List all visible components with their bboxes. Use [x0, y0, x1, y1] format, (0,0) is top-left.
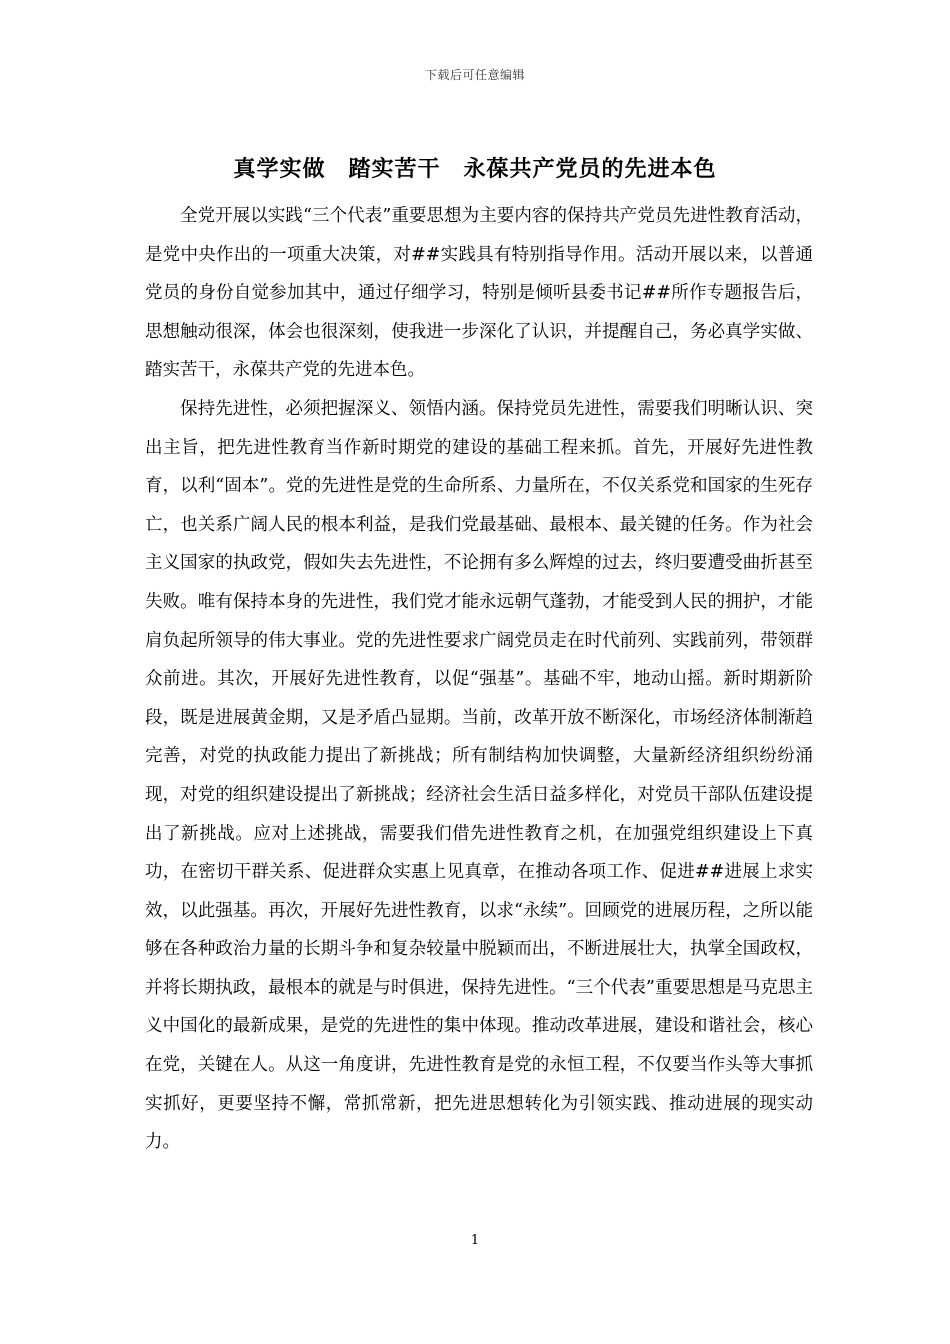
document-body: [145, 197, 813, 1162]
paragraph-1: 全党开展以实践“三个代表”重要思想为主要内容的保持共产党员先进性教育活动，是党中央作出的一项重大决策，对##实践具有特别指导作用。活动开展以来，以普通党员的身份自觉参加其中，通过仔细学习，特别是倾听县委书记##所作专题报告后，思想触动很深，体会也很深刻，使我进一步深化了认识，并提醒自己，务必真学实做、踏实苦干，永葆共产党的先进本色。: [145, 206, 813, 381]
document-title: 真学实做 踏实苦干 永葆共产党员的先进本色: [233, 156, 717, 182]
paragraph-2: 保持先进性，必须把握深义、领悟内涵。保持党员先进性，需要我们明晰认识、突出主旨，把先进性教育当作新时期党的建设的基础工程来抓。首先，开展好先进性教育，以利“固本”。党的先进性是党的生命所系、力量所在，不仅关系党和国家的生死存亡，也关系广阔人民的根本利益，是我们党最基础、最根本、最关键的任务。作为社会主义国家的执政党，假如失去先进性，不论拥有多么辉煌的过去，终归要遭受曲折甚至失败。唯有保持本身的先进性，我们党才能永远朝气蓬勃，才能受到人民的拥护，才能肩负起所领导的伟大事业。党的先进性要求广阔党员走在时代前列、实践前列，带领群众前进。其次，开展好先进性教育，以促“强基”。基础不牢，地动山摇。新时期新阶段，既是进展黄金期，又是矛盾凸显期。当前，改革开放不断深化，市场经济体制渐趋完善，对党的执政能力提出了新挑战；所有制结构加快调整，大量新经济组织纷纷涌现，对党的组织建设提出了新挑战；经济社会生活日益多样化，对党员干部队伍建设提出了新挑战。应对上述挑战，需要我们借先进性教育之机，在加强党组织建设上下真功，在密切干群关系、促进群众实惠上见真章，在推动各项工作、促进##进展上求实效，以此强基。再次，开展好先进性教育，以求“永续”。回顾党的进展历程，之所以能够在各种政治力量的长期斗争和复杂较量中脱颖而出，不断进展壮大，执掌全国政权，并将长期执政，最根本的就是与时俱进，保持先进性。“三个代表”重要思想是马克思主义中国化的最新成果，是党的先进性的集中体现。推动改革进展，建设和谐社会，核心在党，关键在人。从这一角度讲，先进性教育是党的永恒工程，不仅要当作头等大事抓实抓好，更要坚持不懈，常抓常新，把先进思想转化为引领实践、推动进展的现实动力。: [145, 398, 813, 1153]
page-number: 1: [470, 1233, 480, 1248]
header-note: 下载后可任意编辑: [424, 68, 525, 82]
